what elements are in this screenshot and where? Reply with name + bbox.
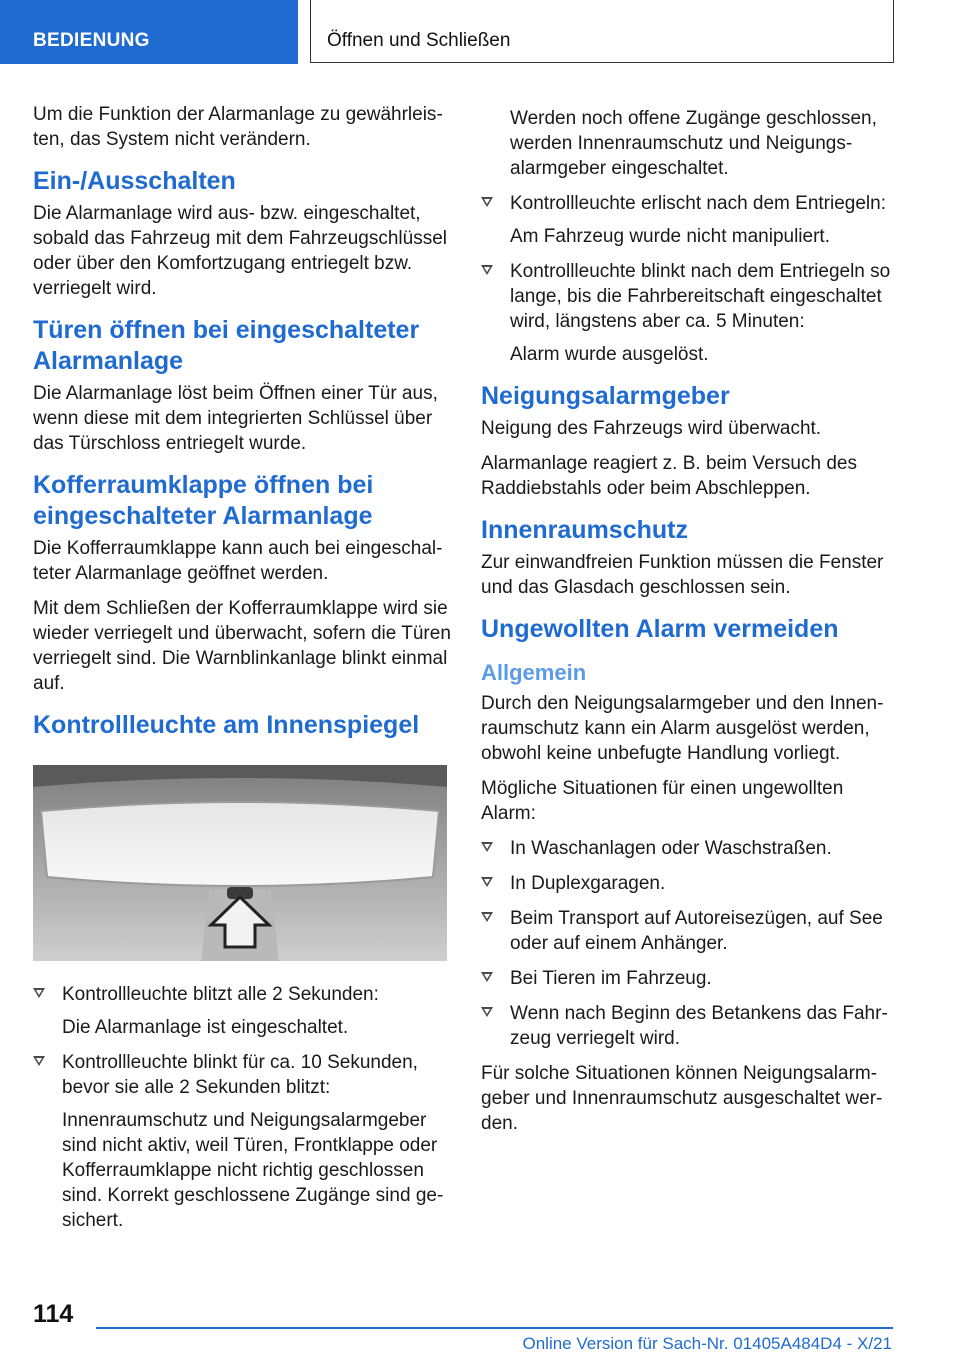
list-item: Bei Tieren im Fahrzeug.	[481, 966, 901, 991]
bullet-triangle-icon	[33, 988, 45, 998]
paragraph-interior: Zur einwandfreien Funktion müssen die Fenster und das Glasdach geschlossen sein.	[481, 552, 884, 598]
list-item: Wenn nach Beginn des Betankens das Fahrzeug verriegelt wird.	[481, 1001, 901, 1051]
page-number: 114	[33, 1300, 74, 1328]
paragraph-doors: Die Alarmanlage löst beim Öffnen einer Tür aus, wenn diese mit dem integrierten Schlüssel über das Türschloss entriegelt wurde.	[33, 383, 438, 454]
intro-paragraph: Um die Funktion der Alarmanlage zu gewährleisten, das System nicht verändern.	[33, 104, 443, 150]
heading-on-off: Ein-/Ausschalten	[33, 167, 236, 195]
bullet-triangle-icon	[481, 197, 493, 207]
bullet-triangle-icon	[33, 1056, 45, 1066]
footer-divider	[96, 1327, 893, 1329]
bullet-triangle-icon	[481, 1007, 493, 1017]
header-section-tab	[0, 0, 298, 64]
paragraph-trunk-1: Die Kofferraumklappe kann auch bei eingeschalteter Alarmanlage geöffnet werden.	[33, 538, 443, 584]
heading-indicator-lamp: Kontrollleuchte am Innenspiegel	[33, 711, 420, 739]
header-chapter-box	[310, 0, 894, 63]
heading-interior-protection: Innenraumschutz	[481, 516, 688, 544]
header-section-label: BEDIENUNG	[33, 30, 150, 51]
paragraph-general-1: Durch den Neigungsalarmgeber und den Innenraumschutz kann ein Alarm ausgelöst werden, obwohl keine unbefugte Handlung vorliegt.	[481, 693, 884, 764]
list-item: Beim Transport auf Autoreisezügen, auf See oder auf einem Anhänger.	[481, 906, 901, 956]
bullet-triangle-icon	[481, 877, 493, 887]
list-item: Kontrollleuchte blitzt alle 2 Sekunden: Die Alarmanlage ist eingeschaltet.	[33, 982, 453, 1040]
bullet-triangle-icon	[481, 842, 493, 852]
indicator-list-continued	[481, 191, 901, 367]
left-column	[33, 102, 453, 1243]
heading-trunk: Kofferraumklappe öffnen bei eingeschalteter Alarmanlage	[33, 471, 374, 530]
paragraph-on-off: Die Alarmanlage wird aus- bzw. eingeschaltet, sobald das Fahrzeug mit dem Fahrzeugschlüssel oder über den Komfortzugang entriegelt bzw. verriegelt wird.	[33, 203, 447, 299]
list-item: Kontrollleuchte blinkt für ca. 10 Sekunden, bevor sie alle 2 Sekunden blitzt: Innenraumschutz und Neigungsalarmgeber sind nicht aktiv, weil Türen, Frontklappe oder Kofferraumklappe nicht richtig geschlossen sind. Korrekt geschlossene Zugänge sind gesichert.	[33, 1050, 453, 1233]
footer-version-text: Online Version für Sach-Nr. 01405A484D4 - X/21	[522, 1334, 892, 1353]
subheading-general: Allgemein	[481, 660, 587, 685]
list-item: Kontrollleuchte erlischt nach dem Entriegeln: Am Fahrzeug wurde nicht manipuliert.	[481, 191, 901, 249]
header-chapter-label: Öffnen und Schließen	[327, 30, 511, 51]
rearview-mirror-illustration	[33, 765, 447, 961]
situations-list	[481, 836, 901, 1051]
list-item: In Waschanlagen oder Waschstraßen.	[481, 836, 901, 861]
list-item: In Duplexgaragen.	[481, 871, 901, 896]
indicator-list	[33, 982, 453, 1233]
paragraph-tilt-2: Alarmanlage reagiert z. B. beim Versuch des Raddiebstahls oder beim Abschleppen.	[481, 453, 857, 499]
paragraph-final: Für solche Situationen können Neigungsalarmgeber und Innenraumschutz ausgeschaltet werden.	[481, 1063, 883, 1134]
list-item: Kontrollleuchte blinkt nach dem Entriegeln so lange, bis die Fahrbereitschaft eingeschaltet wird, längstens aber ca. 5 Minuten: Alarm wurde ausgelöst.	[481, 259, 901, 367]
paragraph-general-2: Mögliche Situationen für einen ungewollten Alarm:	[481, 778, 844, 824]
bullet-triangle-icon	[481, 265, 493, 275]
continued-paragraph: Werden noch offene Zugänge geschlossen, werden Innenraumschutz und Neigungsalarmgeber eingeschaltet.	[510, 108, 877, 179]
paragraph-trunk-2: Mit dem Schließen der Kofferraumklappe wird sie wieder verriegelt und überwacht, sofern die Türen verriegelt sind. Die Warnblinkanlage blinkt einmal auf.	[33, 598, 451, 694]
heading-avoid-alarm: Ungewollten Alarm vermeiden	[481, 615, 839, 643]
heading-tilt-sensor: Neigungsalarmgeber	[481, 382, 730, 410]
bullet-triangle-icon	[481, 912, 493, 922]
bullet-triangle-icon	[481, 972, 493, 982]
right-column	[481, 106, 901, 1146]
heading-doors: Türen öffnen bei eingeschalteter Alarmanlage	[33, 316, 420, 375]
paragraph-tilt-1: Neigung des Fahrzeugs wird überwacht.	[481, 418, 822, 439]
